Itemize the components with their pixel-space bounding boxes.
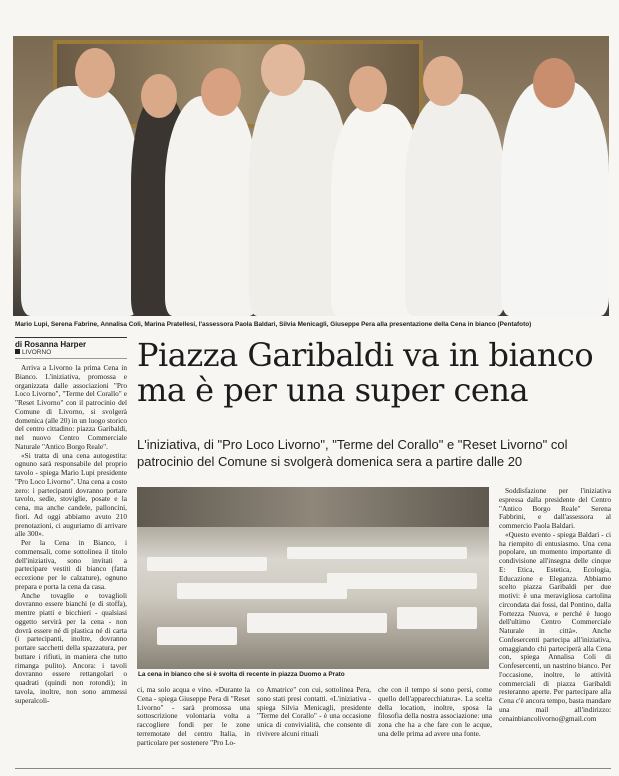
cathedral-facade (137, 487, 489, 527)
headline-line-2: ma è per una super cena (137, 371, 529, 409)
dinner-photo (137, 487, 489, 669)
top-photo-caption: Mario Lupi, Serena Fabrine, Annalisa Coli, Marina Pratellesi, l'assessora Paola Baldari, Silvia Menicagli, Giuseppe Pera alla presentazione della Cena in bianco (Pentafoto) (15, 321, 532, 328)
place-label: LIVORNO (22, 349, 52, 356)
paragraph: Per la Cena in Bianco, i commensali, come sottolinea il titolo dell'iniziativa, sono invitati a partecipare vestiti di bianco (fatta eccezione per le calzature), ognuno prepara e porta la cena da casa. (15, 538, 127, 591)
dinner-photo-caption: La cena in bianco che si è svolta di recente in piazza Duomo a Prato (138, 671, 345, 678)
paragraph: Anche tovaglie e tovaglioli dovranno essere bianchi (e di stoffa), mentre piatti e bicchieri - qualsiasi oggetto servirà per la cena - non dovrà essere né di plastica né di carta (i partecipanti, inoltre, dovranno portare sacchetti della spazzatura, per buttare i rifiuti, in maniera che tutto rimanga pulito). Ancora: i tavoli dovranno essere rettangolari o quadrati (quindi non rotondi); in tavola, inoltre, non sono ammessi superalcoli- (15, 590, 127, 705)
bottom-rule (15, 768, 611, 769)
paragraph: «Si tratta di una cena autogestita: ognuno sarà responsabile del proprio tavolo - spiega Mario Lupi presidente "Pro Loco Livorno". Una cena a costo zero: i partecipanti dovranno portare tavolo, sedie, stoviglie, posate e la cena, ma anche candele, palloncini, fiori. Ad oggi abbiamo avuto 210 prenotazioni, ci auguriamo di arrivare alle 300». (15, 450, 127, 539)
paragraph: Soddisfazione per l'iniziativa espressa dalla presidente del Centro "Antico Borgo Reale" Serena Fabbrini, e dall'assessora al commercio Paola Baldari. (499, 486, 611, 530)
headline (137, 338, 611, 408)
dateline (15, 349, 127, 359)
article-column-5 (499, 487, 611, 723)
square-bullet-icon (15, 349, 20, 354)
article-column-2: ci, ma solo acqua e vino. «Durante la Cena - spiega Giuseppe Pera di "Reset Livorno" - sarà promossa una sottoscrizione volontaria volta a raccogliere fondi per le zone terremotate del centro Italia, in particolare per sostenere "Pro Lo- (137, 685, 250, 747)
article-column-4: che con il tempo si sono persi, come quello dell'apparecchiatura». La scelta della location, inoltre, sposa la filosofia della nostra associazione: una zona che ha a che fare con le acque, una delle prima ad avere una fonte. (378, 685, 492, 738)
article-column-1 (15, 364, 127, 705)
group-photo (13, 36, 609, 316)
paragraph: Arriva a Livorno la prima Cena in Bianco. L'iniziativa, promossa e organizzata dalle associazioni "Pro Loco Livorno", "Terme del Corallo" e "Reset Livorno" con il patrocinio del Comune di Livorno, si svolgerà domenica (alle 20) in un luogo storico del centro cittadino: piazza Garibaldi, nel nuovo Centro Commerciale Naturale "Antico Borgo Reale". (15, 363, 127, 451)
subheadline: L'iniziativa, di "Pro Loco Livorno", "Terme del Corallo" e "Reset Livorno" col patrocinio del Comune si svolgerà domenica sera a partire dalle 20 (137, 437, 568, 469)
article-column-3: co Amatrice" con cui, sottolinea Pera, sono stati presi contatti. «L'iniziativa - spiega Silvia Menicagli, presidente "Terme del Corallo" - è una occasione unica di convivialità, che consente di rivivere alcuni rituali (257, 685, 371, 738)
byline: di Rosanna Harper (15, 337, 127, 349)
paragraph: «Questo evento - spiega Baldari - ci ha riempito di entusiasmo. Una cena popolare, un momento importante di condivisione all'insegna delle cinque E: Etica, Estetica, Ecologia, Educazione e Eleganza. Abbiamo scelto piazza Garibaldi per due motivi: è una meravigliosa cartolina circondata dai fossi, dal Pontino, dalla Fortezza Nuova, e perché è luogo dell'ultimo Centro Commerciale Naturale in città». Anche Confesercenti partecipa all'iniziativa, omaggiando chi parteciperà alla Cena con, spiega Annalisa Coli di Confesercenti, un nastrino bianco. Per l'occasione, inoltre, le attività commerciali di piazza Garibaldi resteranno aperte. Per partecipare alla Cena c'è ancora tempo, basta mandare una mail all'indirizzo: cenainbiancolivorno@gmail.com (499, 529, 611, 723)
headline-line-1: Piazza Garibaldi va in bianco (137, 336, 594, 374)
